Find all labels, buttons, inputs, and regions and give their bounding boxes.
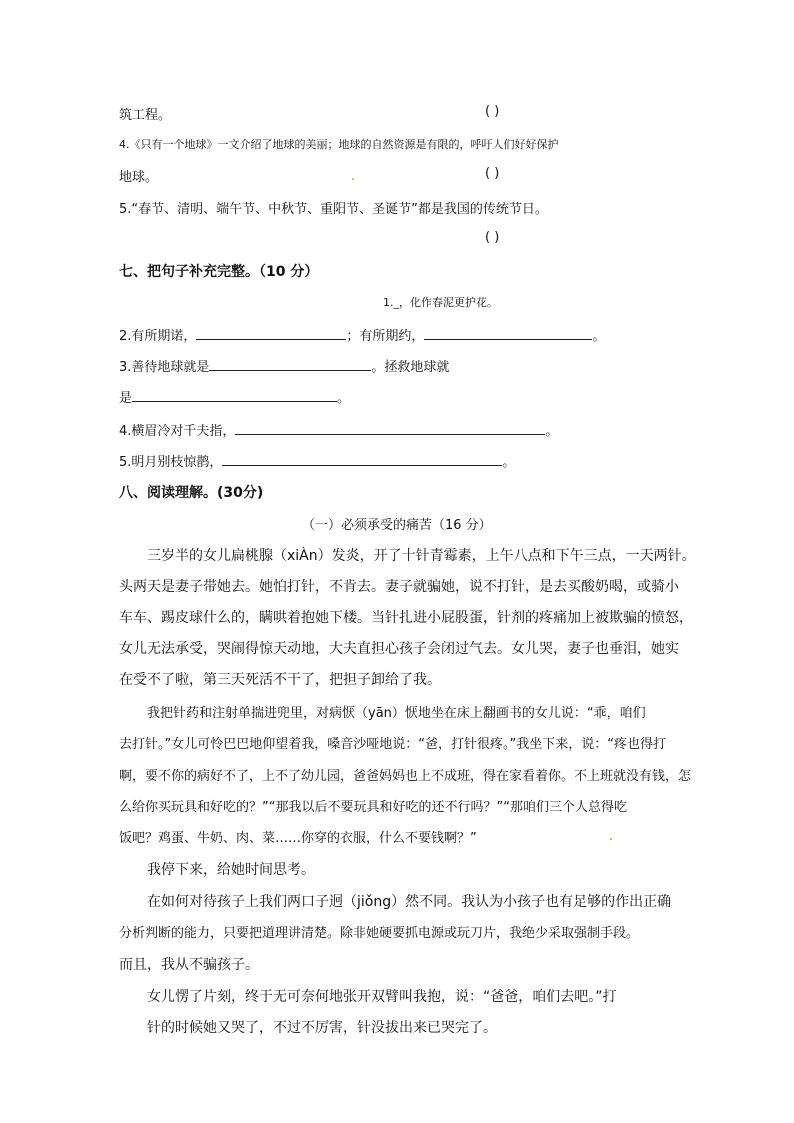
passage-line: 头两天是妻子带她去。她怕打针，不肯去。妻子就骗她，说不打针，是去买酸奶喝，或骑小 (119, 579, 679, 595)
answer-blank[interactable] (132, 400, 337, 402)
question-text: 5.明月别枝惊鹊， (119, 455, 223, 470)
answer-parentheses[interactable]: ( ) (485, 230, 500, 245)
passage-line: 在受不了啦，第三天死活不干了，把担子卸给了我。 (119, 672, 441, 688)
question-1: 1._，化作春泥更护花。 (383, 296, 498, 309)
question-3-continuation (119, 387, 350, 406)
passage-line: 女儿无法承受，哭闹得惊天动地，大夫直担心孩子会闭过气去。女儿哭，妻子也垂泪，她实 (119, 641, 679, 657)
speck-mark (352, 178, 354, 180)
item4-continuation: 地球。 (119, 170, 159, 185)
passage-line: 女儿愣了片刻，终于无可奈何地张开双臂叫我抱，说：“爸爸，咱们去吧。”打 (147, 989, 617, 1005)
passage-line: 分析判断的能力，只要把道理讲清楚。除非她硬要抓电源或玩刀片，我绝少采取强制手段。 (119, 926, 640, 941)
item4-text: 4.《只有一个地球》一文介绍了地球的美丽；地球的自然资源是有限的，呼吁人们好好保护 (119, 138, 559, 151)
question-text: 2.有所期诺， (119, 329, 197, 344)
item5-text: 5.“春节、清明、端午节、中秋节、重阳节、圣诞节”都是我国的传统节日。 (119, 202, 548, 217)
question-2 (119, 325, 605, 344)
answer-blank[interactable] (424, 338, 592, 340)
question-text: 。 (337, 391, 351, 406)
speck-mark (610, 838, 612, 840)
answer-blank[interactable] (209, 369, 371, 371)
passage-line: 三岁半的女儿扁桃腺（xiÀn）发炎，开了十针青霉素，上午八点和下午三点，一天两针。 (147, 548, 696, 564)
answer-blank[interactable] (222, 464, 502, 466)
passage-line: 饭吧？鸡蛋、牛奶、肉、菜……你穿的衣服，什么不要钱啊？” (119, 831, 477, 846)
passage-line: 去打针。”女儿可怜巴巴地仰望着我，嗓音沙哑地说：“爸，打针很疼。”我坐下来，说：“疼也得打 (119, 737, 666, 752)
question-3 (119, 356, 449, 375)
passage-line: 么给你买玩具和好吃的？”“那我以后不要玩具和好吃的还不行吗？”“那咱们三个人总得吃 (119, 800, 627, 815)
answer-blank[interactable] (235, 433, 545, 435)
answer-parentheses[interactable]: ( ) (485, 166, 500, 181)
passage-line: 针的时候她又哭了，不过不厉害，针没拔出来已哭完了。 (147, 1020, 497, 1036)
passage-line: 而且，我从不骗孩子。 (119, 957, 259, 973)
item3-continuation: 筑工程。 (119, 108, 172, 123)
question-text: 。拯救地球就 (371, 360, 450, 375)
section-title: 七、把句子补充完整。（10 分） (119, 264, 319, 280)
question-text: 。 (502, 455, 516, 470)
question-5 (119, 451, 515, 470)
answer-parentheses[interactable]: ( ) (485, 104, 500, 119)
answer-blank[interactable] (196, 338, 346, 340)
passage-line: 啊，要不你的病好不了，上不了幼儿园，爸爸妈妈也上不成班，得在家看着你。不上班就没有钱，怎 (119, 769, 692, 784)
section-title: 八、阅读理解。(30分) (119, 485, 264, 501)
question-text: 4.横眉冷对千夫指， (119, 424, 236, 439)
passage-line: 车车、踢皮球什么的，瞒哄着抱她下楼。当针扎进小屁股蛋，针剂的疼痛加上被欺骗的愤怒， (119, 610, 693, 626)
passage-line: 在如何对待孩子上我们两口子迥（jiǒng）然不同。我认为小孩子也有足够的作出正确 (147, 894, 672, 910)
passage-title: （一）必须承受的痛苦（16 分） (302, 518, 492, 533)
passage-line: 我停下来，给她时间思考。 (147, 862, 315, 878)
question-text: 。 (592, 329, 606, 344)
question-text: 是 (119, 391, 133, 406)
question-text: 。 (545, 424, 559, 439)
question-text: ；有所期约， (346, 329, 425, 344)
question-4 (119, 420, 558, 439)
passage-line: 我把针药和注射单揣进兜里，对病恹（yān）恹地坐在床上翻画书的女儿说：“乖，咱们 (147, 706, 646, 721)
question-text: 3.善待地球就是 (119, 360, 210, 375)
